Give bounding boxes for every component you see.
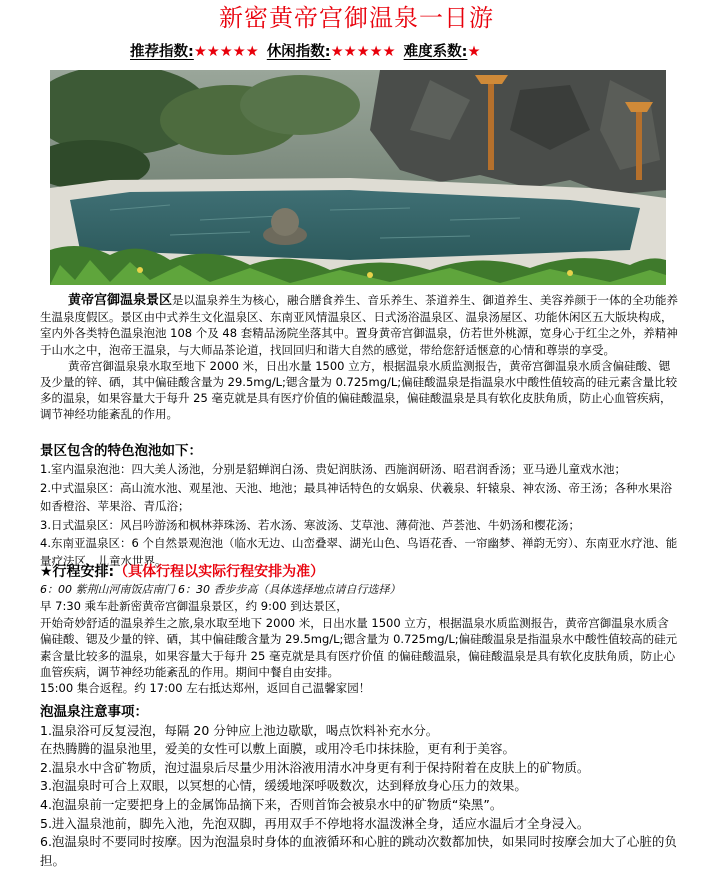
feature-item: 4.东南亚温泉区：6 个自然景观泡池（临水无边、山峦叠翠、湖光山色、鸟语花香、一帘幽梦、禅韵无穷）、东南亚水疗池、能量疗法区、儿童水世界。 — [40, 536, 678, 569]
notes-section — [40, 703, 680, 870]
recommend-label: 推荐指数: — [130, 44, 194, 60]
leisure-label: 休闲指数: — [266, 44, 331, 60]
recommend-stars: ★★★★★ — [193, 44, 259, 60]
note-item: 6.泡温泉时不要同时按摩。因为泡温泉时身体的血液循环和心脏的跳动次数都加快，如果同时按摩会加大了心脏的负担。 — [40, 834, 677, 868]
hot-spring-pool-photo — [50, 70, 666, 285]
intro-lead: 黄帝宫御温泉景区 — [68, 293, 173, 308]
itinerary-meeting-points: 6：00 紫荆山河南饭店南门 6：30 香步步高（具体选择地点请自行选择） — [40, 583, 401, 596]
note-item: 4.泡温泉前一定要把身上的金属饰品摘下来，否则首饰会被泉水中的矿物质“染黑”。 — [40, 796, 503, 812]
features-heading: 景区包含的特色泡池如下： — [40, 443, 202, 459]
note-item: 2.温泉水中含矿物质，泡过温泉后尽量少用沐浴液用清水冲身更有利于保持附着在皮肤上的矿物质。 — [40, 759, 590, 775]
itinerary-heading: ★行程安排: — [40, 564, 115, 580]
difficulty-stars: ★ — [467, 44, 481, 60]
note-item: 5.进入温泉池前，脚先入池，先泡双脚，再用双手不停地将水温泼淋全身，适应水温后才全身浸入。 — [40, 815, 590, 831]
notes-heading: 泡温泉注意事项： — [40, 704, 148, 720]
leisure-stars: ★★★★★ — [330, 44, 396, 60]
intro-section — [40, 292, 680, 423]
note-item: 在热腾腾的温泉池里，爱美的女性可以敷上面膜，或用冷毛巾抹抹脸，更有利于美容。 — [40, 741, 516, 757]
itinerary-line: 早 7:30 乘车赴新密黄帝宫御温泉景区，约 9:00 到达景区， — [40, 599, 348, 614]
feature-item: 2.中式温泉区：高山流水池、观星池、天池、地池；最具神话特色的女娲泉、伏羲泉、轩辕泉、神农汤、帝王汤；各种水果浴如香橙浴、苹果浴、青瓜浴； — [40, 480, 672, 514]
itinerary-line: 15:00 集合返程。约 17:00 左右抵达郑州，返回自己温馨家园！ — [40, 681, 371, 696]
feature-item: 3.日式温泉区：风吕吟游汤和枫林莽珠汤、若水汤、寒波汤、艾草池、薄荷池、芦荟池、牛奶汤和樱花汤； — [40, 517, 580, 532]
note-item: 1.温泉浴可反复浸泡，每隔 20 分钟应上池边歇歇，喝点饮料补充水分。 — [40, 722, 439, 738]
note-item: 3.泡温泉时可合上双眼，以冥想的心情，缓缓地深呼吸数次，达到释放身心压力的效果。 — [40, 778, 527, 794]
intro-paragraph-1: 是以温泉养生为核心，融合膳食养生、音乐养生、茶道养生、御道养生、美容养颜于一体的全功能养生温泉度假区。景区由中式养生文化温泉区、东南亚风情温泉区、日式汤浴温泉区、温泉汤屋区、功能休闲区五大版块构成，室内外各类特色温泉泡池 108 个及 48 套精品汤院坐落其中。置身黄帝宫御温泉，仿若世外桃源，宽身心于红尘之外，养精神于山水之中，泡帝王温泉，与大师品茶论道，找回回归和谐大自然的感觉，带给您舒适惬意的心情和尊崇的享受。 — [40, 293, 679, 357]
difficulty-label: 难度系数: — [403, 44, 468, 60]
feature-item: 1.室内温泉泡池：四大美人汤池，分别是貂蝉润白汤、贵妃润肤汤、西施润研汤、昭君润香汤；亚马逊儿童戏水池； — [40, 462, 626, 477]
itinerary-section — [40, 562, 680, 697]
intro-paragraph-2: 黄帝宫御温泉泉水取至地下 2000 米，日出水量 1500 立方，根据温泉水质监测报告，黄帝宫御温泉水质含偏硅酸、锶及少量的锌、硒，其中偏硅酸含量为 29.5mg/L;锶含量为 0.725mg/L;偏硅酸温泉是指温泉水中酸性值较高的硅元素含量比较多的温泉，如果容量大于每升 25 毫克就是具有医疗价值的偏硅酸温泉，偏硅酸温泉是具有软化皮肤角质，防止心血管疾病，调节神经功能紊乱的作用。 — [40, 358, 678, 422]
ratings-bar — [130, 42, 480, 62]
itinerary-line: 开始奇妙舒适的温泉养生之旅,泉水取至地下 2000 米，日出水量 1500 立方，根据温泉水质监测报告，黄帝宫御温泉水质含偏硅酸、锶及少量的锌、硒，其中偏硅酸含量为 29.5mg/L;锶含量为 0.725mg/L;偏硅酸温泉是指温泉水中酸性值较高的硅元素含量比较多的温泉，如果容量大于每升 25 毫克就是具有医疗价值 的偏硅酸温泉，偏硅酸温泉是具有软化皮肤角质，防止心血管疾病，调节神经功能紊乱的作用。期间中餐自由安排。 — [40, 615, 678, 680]
features-section — [40, 442, 680, 571]
page-title: 新密黄帝宫御温泉一日游 — [219, 4, 494, 32]
itinerary-note: （具体行程以实际行程安排为准） — [114, 564, 325, 580]
